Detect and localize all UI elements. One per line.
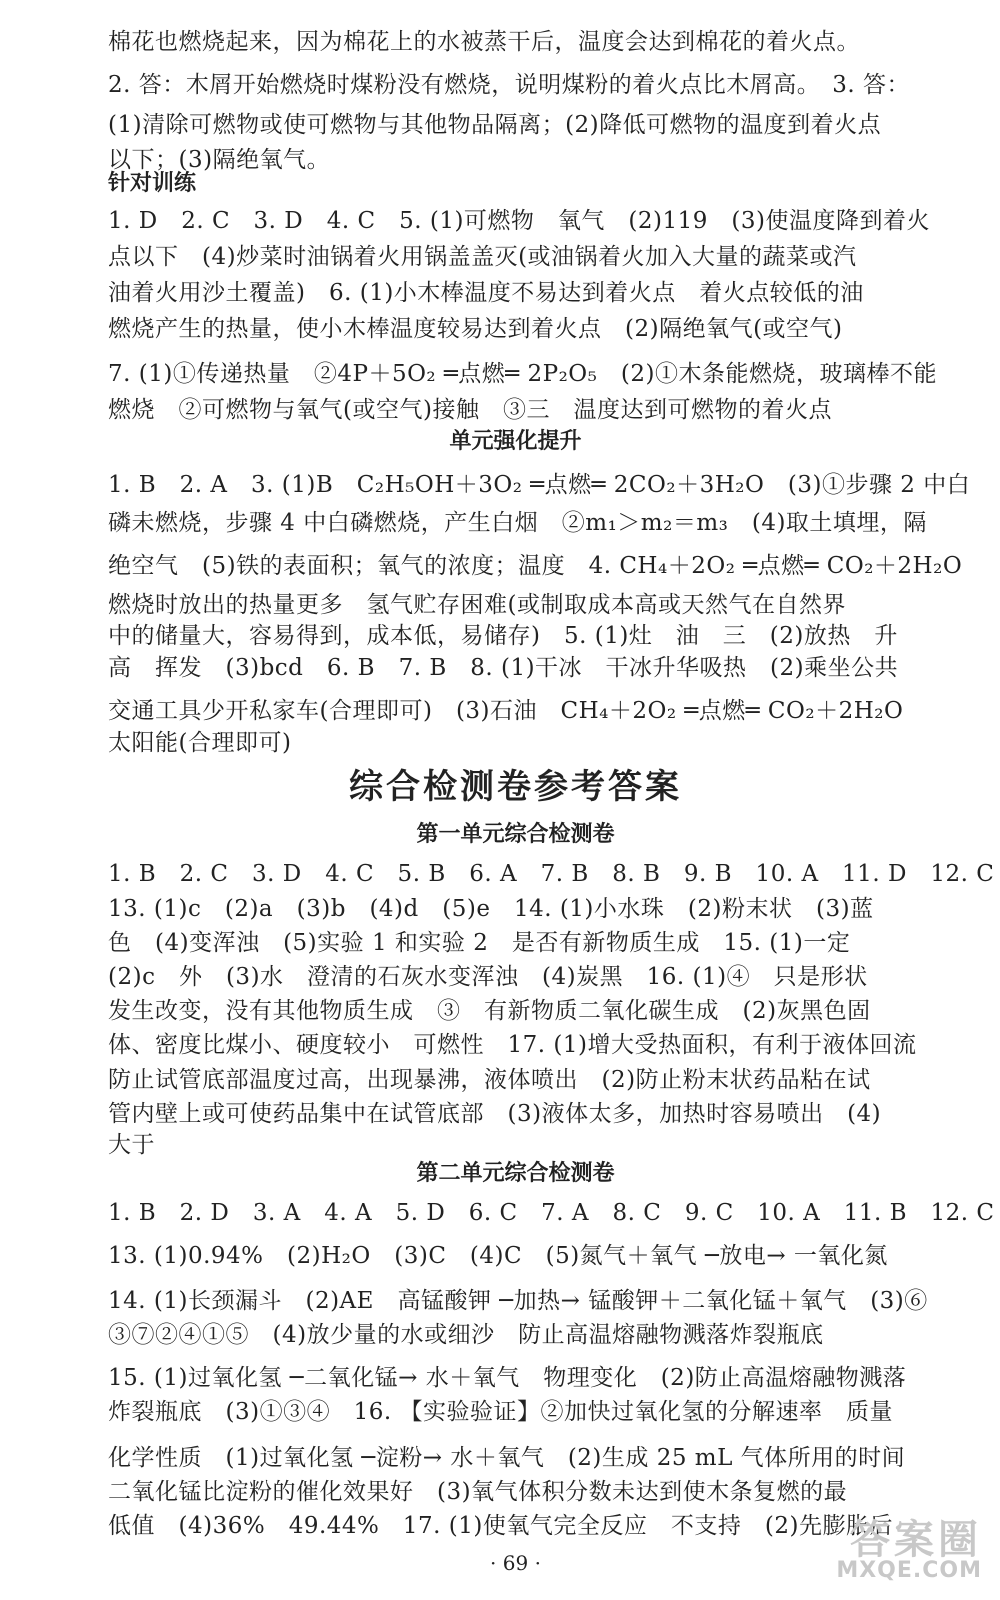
- text-line: (2)c 外 (3)水 澄清的石灰水变浑浊 (4)炭黑 16. (1)④ 只是形状: [108, 964, 868, 990]
- text-line: 体、密度比煤小、硬度较小 可燃性 17. (1)增大受热面积，有利于液体回流: [108, 1032, 917, 1058]
- text-line: 燃烧产生的热量，使小木棒温度较易达到着火点 (2)隔绝氧气(或空气): [108, 316, 843, 342]
- watermark-text: 答案圈: [850, 1517, 982, 1563]
- page-title: 综合检测卷参考答案: [349, 767, 682, 807]
- text-line: 13. (1)0.94% (2)H₂O (3)C (4)C (5)氮气＋氧气 ─放电→ 一氧化氮: [108, 1243, 888, 1269]
- text-line: 燃烧时放出的热量更多 氢气贮存困难(或制取成本高或天然气在自然界: [108, 592, 846, 618]
- watermark-url: MXQE.COM: [836, 1558, 982, 1583]
- text-line: 炸裂瓶底 (3)①③④ 16. 【实验验证】②加快过氧化氢的分解速率 质量: [108, 1399, 893, 1425]
- text-line: 1. B 2. D 3. A 4. A 5. D 6. C 7. A 8. C 9. C 10. A 11. B 12. C: [108, 1200, 995, 1226]
- text-line: 色 (4)变浑浊 (5)实验 1 和实验 2 是否有新物质生成 15. (1)一定: [108, 930, 851, 956]
- text-line: (1)清除可燃物或使可燃物与其他物品隔离；(2)降低可燃物的温度到着火点: [108, 112, 882, 138]
- text-line: 低值 (4)36% 49.44% 17. (1)使氧气完全反应 不支持 (2)先膨胀后: [108, 1513, 893, 1539]
- text-line: 以下；(3)隔绝氧气。: [108, 147, 331, 173]
- text-line: 7. (1)①传递热量 ②4P＋5O₂ ═点燃═ 2P₂O₅ (2)①木条能燃烧，玻璃棒不能: [108, 361, 937, 387]
- section-heading-unit-boost: 单元强化提升: [449, 429, 582, 454]
- section-heading-unit1: 第一单元综合检测卷: [416, 822, 615, 847]
- text-line: 管内壁上或可使药品集中在试管底部 (3)液体太多，加热时容易喷出 (4): [108, 1101, 882, 1127]
- text-line: ③⑦②④①⑤ (4)放少量的水或细沙 防止高温熔融物溅落炸裂瓶底: [108, 1322, 824, 1348]
- text-line: 燃烧 ②可燃物与氧气(或空气)接触 ③三 温度达到可燃物的着火点: [108, 397, 832, 423]
- text-line: 2. 答：木屑开始燃烧时煤粉没有燃烧，说明煤粉的着火点比木屑高。 3. 答：: [108, 72, 911, 98]
- text-line: 棉花也燃烧起来，因为棉花上的水被蒸干后，温度会达到棉花的着火点。: [108, 29, 860, 55]
- text-line: 二氧化锰比淀粉的催化效果好 (3)氧气体积分数未达到使木条复燃的最: [108, 1479, 848, 1505]
- text-line: 大于: [108, 1132, 155, 1158]
- text-line: 绝空气 (5)铁的表面积；氧气的浓度；温度 4. CH₄＋2O₂ ═点燃═ CO₂＋2H₂O: [108, 553, 963, 579]
- text-line: 15. (1)过氧化氢 ─二氧化锰→ 水＋氧气 物理变化 (2)防止高温熔融物溅落: [108, 1365, 907, 1391]
- text-line: 1. B 2. A 3. (1)B C₂H₅OH＋3O₂ ═点燃═ 2CO₂＋3H₂O (3)①步骤 2 中白: [108, 472, 971, 498]
- text-line: 太阳能(合理即可): [108, 730, 292, 756]
- text-line: 14. (1)长颈漏斗 (2)AE 高锰酸钾 ─加热→ 锰酸钾＋二氧化锰＋氧气 (3)⑥: [108, 1288, 928, 1314]
- text-line: 1. B 2. C 3. D 4. C 5. B 6. A 7. B 8. B 9. B 10. A 11. D 12. C: [108, 861, 995, 887]
- text-line: 防止试管底部温度过高，出现暴沸，液体喷出 (2)防止粉末状药品粘在试: [108, 1067, 871, 1093]
- text-line: 交通工具少开私家车(合理即可) (3)石油 CH₄＋2O₂ ═点燃═ CO₂＋2H₂O: [108, 698, 904, 724]
- text-line: 点以下 (4)炒菜时油锅着火用锅盖盖灭(或油锅着火加入大量的蔬菜或汽: [108, 244, 857, 270]
- text-line: 化学性质 (1)过氧化氢 ─淀粉→ 水＋氧气 (2)生成 25 mL 气体所用的时间: [108, 1445, 906, 1471]
- text-line: 油着火用沙土覆盖) 6. (1)小木棒温度不易达到着火点 着火点较低的油: [108, 280, 864, 306]
- text-line: 磷未燃烧，步骤 4 中白磷燃烧，产生白烟 ②m₁＞m₂＝m₃ (4)取土填埋，隔: [108, 510, 927, 536]
- section-heading-targeted-training: 针对训练: [108, 171, 197, 196]
- section-heading-unit2: 第二单元综合检测卷: [416, 1161, 615, 1186]
- text-line: 13. (1)c (2)a (3)b (4)d (5)e 14. (1)小水珠 (2)粉末状 (3)蓝: [108, 896, 874, 922]
- text-line: 中的储量大，容易得到，成本低，易储存) 5. (1)灶 油 三 (2)放热 升: [108, 623, 898, 649]
- page-number: · 69 ·: [490, 1551, 541, 1575]
- text-line: 发生改变，没有其他物质生成 ③ 有新物质二氧化碳生成 (2)灰黑色固: [108, 998, 871, 1024]
- text-line: 高 挥发 (3)bcd 6. B 7. B 8. (1)干冰 干冰升华吸热 (2)乘坐公共: [108, 655, 899, 681]
- text-line: 1. D 2. C 3. D 4. C 5. (1)可燃物 氧气 (2)119 (3)使温度降到着火: [108, 208, 930, 234]
- watermark-logo: [810, 1508, 990, 1594]
